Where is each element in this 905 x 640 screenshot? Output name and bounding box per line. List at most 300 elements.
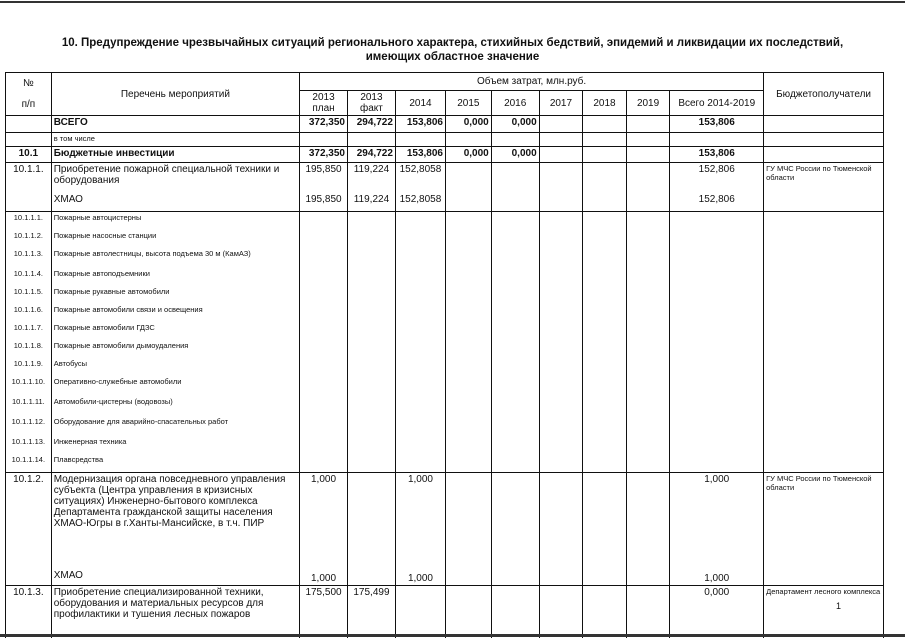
- row-value: [539, 340, 583, 358]
- row-value: [539, 436, 583, 454]
- row-value: [347, 248, 395, 268]
- row-value: [539, 569, 583, 586]
- row-value: [446, 454, 492, 473]
- row-recipient: [764, 212, 884, 231]
- row-value: [539, 473, 583, 570]
- row-value: [583, 116, 627, 133]
- row-value: [395, 230, 445, 248]
- table-row: [6, 268, 884, 286]
- row-value: [626, 304, 670, 322]
- row-value: [626, 358, 670, 376]
- table-row: [6, 286, 884, 304]
- row-value: [583, 586, 627, 639]
- table-row: [6, 473, 884, 570]
- row-recipient: [764, 454, 884, 473]
- row-name: Пожарные автомобили ГДЗС: [51, 322, 299, 340]
- row-value: [446, 212, 492, 231]
- row-value: [491, 340, 539, 358]
- row-value: [395, 248, 445, 268]
- row-value: [626, 133, 670, 147]
- row-value: [347, 358, 395, 376]
- row-value: [583, 133, 627, 147]
- row-value: [670, 396, 764, 416]
- row-value: [446, 416, 492, 436]
- row-value: [491, 133, 539, 147]
- row-value: 152,806: [670, 193, 764, 212]
- row-value: [395, 340, 445, 358]
- row-recipient: [764, 322, 884, 340]
- row-number: [6, 133, 52, 147]
- row-value: [491, 286, 539, 304]
- row-value: [491, 436, 539, 454]
- row-value: [491, 230, 539, 248]
- row-value: [491, 586, 539, 639]
- header-recipients: Бюджетополучатели: [764, 73, 884, 116]
- row-value: [491, 396, 539, 416]
- row-value: [347, 322, 395, 340]
- row-value: [300, 230, 348, 248]
- row-value: [491, 322, 539, 340]
- row-recipient: [764, 133, 884, 147]
- row-value: 175,499: [347, 586, 395, 639]
- row-recipient: [764, 230, 884, 248]
- table-row: [6, 358, 884, 376]
- header-num-top: №: [23, 78, 34, 89]
- row-value: [347, 340, 395, 358]
- header-year-5: 2017: [539, 91, 583, 116]
- table-row: [6, 163, 884, 194]
- row-value: 0,000: [491, 147, 539, 163]
- row-value: [670, 133, 764, 147]
- row-value: [583, 376, 627, 396]
- row-value: [583, 322, 627, 340]
- row-name: Пожарные насосные станции: [51, 230, 299, 248]
- header-year-1: 2013 факт: [347, 91, 395, 116]
- row-value: [395, 212, 445, 231]
- row-value: [446, 358, 492, 376]
- row-number: 10.1.1.12.: [6, 416, 52, 436]
- row-value: [539, 248, 583, 268]
- row-value: [626, 454, 670, 473]
- table-row: [6, 586, 884, 639]
- row-value: [670, 268, 764, 286]
- row-value: [539, 322, 583, 340]
- row-value: [395, 286, 445, 304]
- row-number: 10.1: [6, 147, 52, 163]
- row-value: [539, 116, 583, 133]
- row-value: [395, 436, 445, 454]
- row-value: [583, 396, 627, 416]
- row-number: 10.1.1.2.: [6, 230, 52, 248]
- row-value: [626, 286, 670, 304]
- row-value: [670, 304, 764, 322]
- table-row: [6, 322, 884, 340]
- table-row: [6, 230, 884, 248]
- row-value: [670, 454, 764, 473]
- page-number: 1: [836, 601, 842, 611]
- row-value: [347, 473, 395, 570]
- row-value: [446, 340, 492, 358]
- row-value: [395, 376, 445, 396]
- row-value: [300, 358, 348, 376]
- row-name: Пожарные автоцистерны: [51, 212, 299, 231]
- row-value: [395, 416, 445, 436]
- row-value: [491, 358, 539, 376]
- row-recipient: ГУ МЧС России по Тюменской области: [764, 473, 884, 570]
- row-value: [583, 268, 627, 286]
- row-value: [670, 286, 764, 304]
- row-value: [539, 133, 583, 147]
- table-row: [6, 133, 884, 147]
- row-value: [539, 358, 583, 376]
- row-value: 372,350: [300, 116, 348, 133]
- row-value: [491, 163, 539, 194]
- row-value: 153,806: [395, 116, 445, 133]
- header-num: [6, 73, 52, 116]
- row-value: 195,850: [300, 163, 348, 194]
- row-value: [347, 230, 395, 248]
- row-value: [539, 586, 583, 639]
- row-value: [670, 230, 764, 248]
- table-row: [6, 147, 884, 163]
- header-num-bottom: п/п: [21, 99, 36, 110]
- row-number: [6, 193, 52, 212]
- row-number: 10.1.1.4.: [6, 268, 52, 286]
- row-value: [300, 322, 348, 340]
- row-name: Пожарные автомобили дымоудаления: [51, 340, 299, 358]
- row-value: [395, 396, 445, 416]
- row-value: [395, 322, 445, 340]
- row-value: [626, 436, 670, 454]
- row-value: [626, 230, 670, 248]
- row-name: Модернизация органа повседневного управления субъекта (Центра управления в кризисных ситуациях) Инженерно-бытового комплекса Департамента гражданской защиты населения ХМАО-Югры в г.Ханты-Мансийске, в т.ч. ПИР: [51, 473, 299, 570]
- row-number: 10.1.1.1.: [6, 212, 52, 231]
- row-value: [395, 454, 445, 473]
- row-name: Инженерная техника: [51, 436, 299, 454]
- row-number: 10.1.1.: [6, 163, 52, 194]
- row-value: 294,722: [347, 147, 395, 163]
- table-row: [6, 212, 884, 231]
- row-value: [670, 416, 764, 436]
- row-recipient: [764, 376, 884, 396]
- row-number: 10.1.1.3.: [6, 248, 52, 268]
- row-name: Пожарные автоподъемники: [51, 268, 299, 286]
- table-row: [6, 396, 884, 416]
- row-value: 0,000: [670, 586, 764, 639]
- row-value: [347, 133, 395, 147]
- row-value: [626, 340, 670, 358]
- row-value: 0,000: [446, 147, 492, 163]
- row-value: [670, 322, 764, 340]
- row-value: [626, 268, 670, 286]
- row-value: 372,350: [300, 147, 348, 163]
- row-name: Пожарные рукавные автомобили: [51, 286, 299, 304]
- header-year-4: 2016: [491, 91, 539, 116]
- row-number: 10.1.1.10.: [6, 376, 52, 396]
- row-value: [626, 147, 670, 163]
- row-value: [491, 268, 539, 286]
- row-value: [539, 268, 583, 286]
- row-value: [347, 268, 395, 286]
- row-value: [583, 340, 627, 358]
- row-recipient: [764, 248, 884, 268]
- row-value: [446, 376, 492, 396]
- row-name: Оборудование для аварийно-спасательных работ: [51, 416, 299, 436]
- table-row: [6, 376, 884, 396]
- row-recipient: [764, 396, 884, 416]
- bottom-rule: [0, 634, 905, 637]
- row-value: [300, 376, 348, 396]
- row-value: [446, 304, 492, 322]
- row-value: [583, 230, 627, 248]
- row-value: [539, 286, 583, 304]
- page-title: [0, 36, 905, 64]
- title-line-1: 10. Предупреждение чрезвычайных ситуаций регионального характера, стихийных бедствий, эпидемий и ликвидации их последствий,: [61, 37, 844, 49]
- header-row-1: [6, 73, 884, 91]
- row-value: [300, 268, 348, 286]
- row-value: [491, 248, 539, 268]
- row-value: [626, 586, 670, 639]
- row-name: ХМАО: [51, 569, 299, 586]
- row-value: [446, 436, 492, 454]
- header-year-8: Всего 2014-2019: [670, 91, 764, 116]
- row-value: [539, 304, 583, 322]
- row-value: [583, 304, 627, 322]
- table-row: [6, 569, 884, 586]
- row-value: [300, 436, 348, 454]
- row-recipient: [764, 286, 884, 304]
- row-name: Плавсредства: [51, 454, 299, 473]
- row-recipient: Департамент лесного комплекса: [764, 586, 884, 639]
- header-list: Перечень мероприятий: [51, 73, 299, 116]
- row-name: Автобусы: [51, 358, 299, 376]
- row-number: [6, 569, 52, 586]
- row-value: [626, 163, 670, 194]
- row-value: [446, 193, 492, 212]
- row-value: [583, 193, 627, 212]
- row-value: [491, 212, 539, 231]
- row-value: [446, 586, 492, 639]
- row-name: Пожарные автолестницы, высота подъема 30 м (КамАЗ): [51, 248, 299, 268]
- row-value: [300, 454, 348, 473]
- row-value: [539, 416, 583, 436]
- row-number: 10.1.1.5.: [6, 286, 52, 304]
- row-value: [626, 376, 670, 396]
- row-number: 10.1.3.: [6, 586, 52, 639]
- row-value: [583, 569, 627, 586]
- row-recipient: [764, 436, 884, 454]
- row-value: [347, 416, 395, 436]
- row-value: [583, 416, 627, 436]
- row-number: 10.1.1.11.: [6, 396, 52, 416]
- row-value: [626, 569, 670, 586]
- row-name: Приобретение специализированной техники, оборудования и материальных ресурсов для профилактики и тушения лесных пожаров: [51, 586, 299, 639]
- row-number: 10.1.1.13.: [6, 436, 52, 454]
- row-value: [347, 286, 395, 304]
- table-row: [6, 193, 884, 212]
- row-name: ВСЕГО: [51, 116, 299, 133]
- row-value: [395, 586, 445, 639]
- row-value: [491, 304, 539, 322]
- row-value: [395, 133, 445, 147]
- row-value: [347, 376, 395, 396]
- row-value: [347, 454, 395, 473]
- row-value: [446, 396, 492, 416]
- header-year-7: 2019: [626, 91, 670, 116]
- row-value: [539, 230, 583, 248]
- row-recipient: [764, 147, 884, 163]
- row-recipient: [764, 340, 884, 358]
- row-value: [300, 286, 348, 304]
- row-value: [670, 436, 764, 454]
- row-value: [583, 436, 627, 454]
- expenditure-table: [5, 72, 884, 638]
- row-value: [446, 268, 492, 286]
- row-value: [583, 358, 627, 376]
- row-number: 10.1.1.14.: [6, 454, 52, 473]
- row-value: [300, 212, 348, 231]
- row-value: [300, 396, 348, 416]
- row-value: [539, 396, 583, 416]
- row-name: Приобретение пожарной специальной техники и оборудования: [51, 163, 299, 194]
- row-value: [446, 230, 492, 248]
- row-number: 10.1.2.: [6, 473, 52, 570]
- row-value: 1,000: [670, 473, 764, 570]
- row-value: [347, 569, 395, 586]
- table-row: [6, 416, 884, 436]
- row-name: Пожарные автомобили связи и освещения: [51, 304, 299, 322]
- row-value: [626, 396, 670, 416]
- row-value: 175,500: [300, 586, 348, 639]
- row-value: [583, 248, 627, 268]
- row-value: [347, 396, 395, 416]
- header-year-6: 2018: [583, 91, 627, 116]
- row-recipient: [764, 304, 884, 322]
- row-value: 0,000: [446, 116, 492, 133]
- row-recipient: [764, 569, 884, 586]
- row-value: [626, 473, 670, 570]
- row-value: [446, 163, 492, 194]
- row-value: [395, 268, 445, 286]
- row-value: [539, 193, 583, 212]
- row-value: [626, 193, 670, 212]
- row-value: [539, 454, 583, 473]
- header-year-3: 2015: [446, 91, 492, 116]
- row-number: 10.1.1.7.: [6, 322, 52, 340]
- row-value: [626, 212, 670, 231]
- row-value: [670, 358, 764, 376]
- row-value: [446, 248, 492, 268]
- table-row: [6, 248, 884, 268]
- row-value: [491, 454, 539, 473]
- row-value: [300, 133, 348, 147]
- table-row: [6, 116, 884, 133]
- row-value: [446, 133, 492, 147]
- row-number: [6, 116, 52, 133]
- title-line-2: имеющих областное значение: [365, 51, 540, 63]
- row-value: 119,224: [347, 193, 395, 212]
- row-value: 1,000: [300, 569, 348, 586]
- row-value: 152,8058: [395, 163, 445, 194]
- row-value: 1,000: [395, 569, 445, 586]
- header-year-2: 2014: [395, 91, 445, 116]
- row-value: 1,000: [300, 473, 348, 570]
- row-value: [670, 248, 764, 268]
- row-value: [670, 340, 764, 358]
- row-value: 0,000: [491, 116, 539, 133]
- row-value: [539, 376, 583, 396]
- table-row: [6, 454, 884, 473]
- row-recipient: [764, 358, 884, 376]
- table-row: [6, 304, 884, 322]
- row-number: 10.1.1.9.: [6, 358, 52, 376]
- row-value: [300, 248, 348, 268]
- top-rule: [0, 1, 905, 3]
- row-value: [626, 416, 670, 436]
- row-value: 195,850: [300, 193, 348, 212]
- row-value: 153,806: [670, 116, 764, 133]
- row-value: [626, 248, 670, 268]
- row-value: [583, 473, 627, 570]
- row-value: [583, 454, 627, 473]
- row-value: 294,722: [347, 116, 395, 133]
- row-value: [583, 163, 627, 194]
- row-value: 153,806: [395, 147, 445, 163]
- row-recipient: [764, 268, 884, 286]
- row-value: [347, 212, 395, 231]
- row-value: 152,806: [670, 163, 764, 194]
- row-value: [446, 473, 492, 570]
- row-value: 152,8058: [395, 193, 445, 212]
- row-value: [670, 212, 764, 231]
- row-value: [626, 322, 670, 340]
- row-value: [395, 304, 445, 322]
- row-value: 119,224: [347, 163, 395, 194]
- row-value: [539, 147, 583, 163]
- row-value: [491, 569, 539, 586]
- row-value: [395, 358, 445, 376]
- row-value: [583, 286, 627, 304]
- row-value: [491, 193, 539, 212]
- row-value: 1,000: [670, 569, 764, 586]
- row-recipient: ГУ МЧС России по Тюменской области: [764, 163, 884, 194]
- row-name: Оперативно-служебные автомобили: [51, 376, 299, 396]
- header-volume: Объем затрат, млн.руб.: [300, 73, 764, 91]
- row-value: 1,000: [395, 473, 445, 570]
- row-value: [300, 416, 348, 436]
- row-value: [446, 569, 492, 586]
- row-value: [446, 322, 492, 340]
- header-year-0: 2013 план: [300, 91, 348, 116]
- row-value: [300, 340, 348, 358]
- row-value: [539, 163, 583, 194]
- row-value: [491, 376, 539, 396]
- row-value: [670, 376, 764, 396]
- row-number: 10.1.1.6.: [6, 304, 52, 322]
- row-recipient: [764, 416, 884, 436]
- row-name: Бюджетные инвестиции: [51, 147, 299, 163]
- row-value: [347, 304, 395, 322]
- row-value: [626, 116, 670, 133]
- row-name: ХМАО: [51, 193, 299, 212]
- row-value: 153,806: [670, 147, 764, 163]
- row-value: [583, 212, 627, 231]
- row-recipient: [764, 116, 884, 133]
- row-value: [446, 286, 492, 304]
- row-value: [539, 212, 583, 231]
- row-value: [300, 304, 348, 322]
- row-name: Автомобили-цистерны (водовозы): [51, 396, 299, 416]
